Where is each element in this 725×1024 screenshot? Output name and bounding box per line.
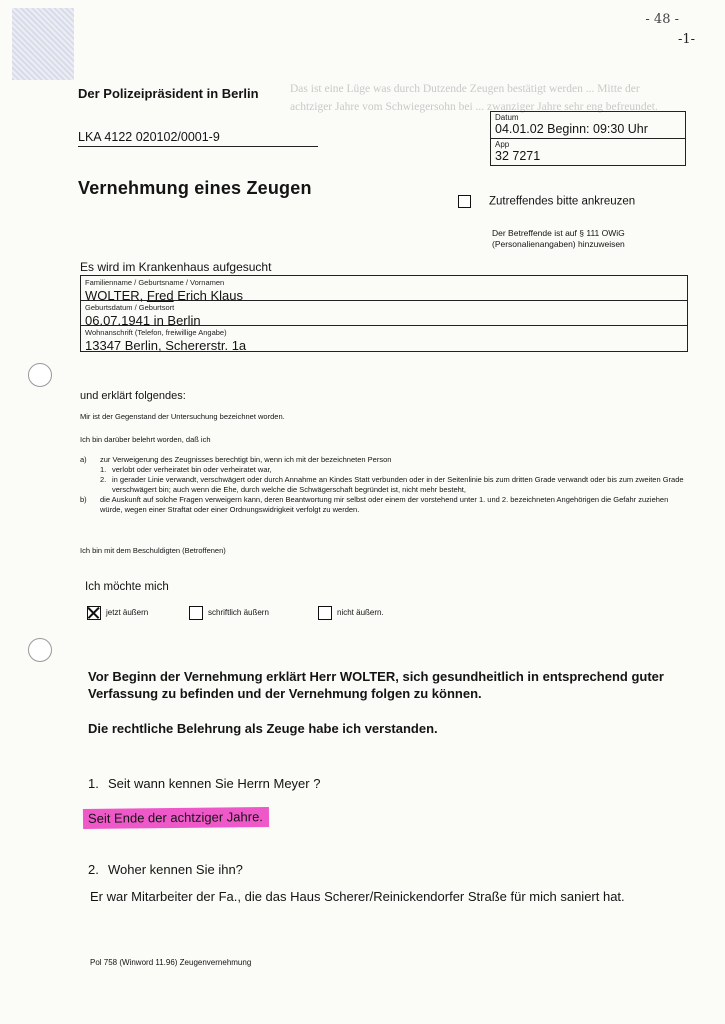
birth-row xyxy=(81,301,687,326)
punch-hole xyxy=(28,363,52,387)
address-row xyxy=(81,326,687,351)
hint-checkbox[interactable] xyxy=(458,195,471,208)
rights-clauses xyxy=(80,455,686,515)
address-value: 13347 Berlin, Schererstr. 1a xyxy=(85,338,247,353)
name-row xyxy=(81,276,687,301)
checkbox[interactable] xyxy=(189,606,203,620)
subject-statement: Mir ist der Gegenstand der Untersuchung bezeichnet worden. xyxy=(80,412,285,421)
owig-hint: Der Betreffende ist auf § 111 OWiG (Personalienangaben) hinzuweisen xyxy=(492,228,625,249)
birth-value: 06.07.1941 in Berlin xyxy=(85,313,201,328)
question-2 xyxy=(88,862,243,877)
date-box xyxy=(490,111,686,166)
checked-checkbox[interactable] xyxy=(87,606,101,620)
call-name: Fred xyxy=(146,288,174,303)
question-1 xyxy=(88,776,320,791)
page-title: Vernehmung eines Zeugen xyxy=(78,178,312,198)
clause-a xyxy=(80,455,686,465)
app-cell xyxy=(491,139,685,165)
tick-hint-text: Zutreffendes bitte ankreuzen xyxy=(489,195,636,208)
understood-statement: Die rechtliche Belehrung als Zeuge habe ich verstanden. xyxy=(88,721,438,736)
question-text: Seit wann kennen Sie Herrn Meyer ? xyxy=(108,776,321,791)
answer-1-highlighted: Seit Ende der achtziger Jahre. xyxy=(83,807,269,829)
clause-a2 xyxy=(80,475,686,495)
clause-marker: a) xyxy=(80,455,87,464)
birth-label: Geburtsdatum / Geburtsort xyxy=(85,303,175,312)
tick-hint xyxy=(458,195,635,208)
accused-relation: Ich bin mit dem Beschuldigten (Betroffenen) xyxy=(80,546,226,555)
address-label: Wohnanschrift (Telefon, freiwillige Angabe) xyxy=(85,328,227,337)
option-written[interactable] xyxy=(189,606,269,620)
date-value: 04.01.02 Beginn: 09:30 Uhr xyxy=(495,122,648,136)
page-number-handwritten: - 48 - xyxy=(645,12,679,27)
clause-b xyxy=(80,495,686,515)
option-label: schriftlich äußern xyxy=(208,608,269,618)
option-decline[interactable] xyxy=(318,606,384,620)
app-label: App xyxy=(495,140,510,149)
declaration-intro: und erklärt folgendes: xyxy=(80,390,186,402)
question-number: 1. xyxy=(88,776,99,791)
option-speak-now[interactable] xyxy=(87,606,148,620)
form-footer: Pol 758 (Winword 11.96) Zeugenvernehmung xyxy=(90,958,252,967)
clause-text: in gerader Linie verwandt, verschwägert oder durch Annahme an Kindes Statt verbunden oder in der Seitenlinie bis zum dritten Grade verwandt oder bis zum zweiten Grade verschwägert bin; auch wenn die Ehe, durch welche die Schwägerschaft begründet ist, nicht mehr besteht, xyxy=(112,475,684,494)
instructed-statement: Ich bin darüber belehrt worden, daß ich xyxy=(80,435,211,444)
clause-a1 xyxy=(80,465,686,475)
personal-data-table xyxy=(80,275,688,352)
checkbox[interactable] xyxy=(318,606,332,620)
scanner-corner-mark xyxy=(12,8,74,80)
statement-choice-label: Ich möchte mich xyxy=(85,581,169,593)
visit-note: Es wird im Krankenhaus aufgesucht xyxy=(80,260,272,274)
clause-text: zur Verweigerung des Zeugnisses berechtigt bin, wenn ich mit der bezeichneten Person xyxy=(100,455,392,464)
surname: WOLTER, xyxy=(85,288,147,303)
other-names: Erich Klaus xyxy=(173,288,243,303)
bleed-through-text: Das ist eine Lüge was durch Dutzende Zeugen bestätigt werden ... Mitte der achtziger Jahre vom Schwiegersohn bei ... zwanziger Jahre sehr eng befreundet. xyxy=(290,83,658,113)
question-number: 2. xyxy=(88,862,99,877)
clause-marker: b) xyxy=(80,495,87,504)
issuing-authority: Der Polizeipräsident in Berlin xyxy=(78,86,259,101)
page-number-sheet: -1- xyxy=(677,32,695,47)
health-statement: Vor Beginn der Vernehmung erklärt Herr WOLTER, sich gesundheitlich in entsprechend guter Verfassung zu befinden und der Vernehmung folgen zu können. xyxy=(88,669,664,701)
date-label: Datum xyxy=(495,113,519,122)
app-value: 32 7271 xyxy=(495,149,541,163)
clause-marker: 2. xyxy=(100,475,107,484)
file-number: LKA 4122 020102/0001-9 xyxy=(78,130,318,147)
answer-2: Er war Mitarbeiter der Fa., die das Haus Scherer/Reinickendorfer Straße für mich saniert hat. xyxy=(90,889,625,904)
date-cell xyxy=(491,112,685,139)
question-text: Woher kennen Sie ihn? xyxy=(108,862,243,877)
clause-text: verlobt oder verheiratet bin oder verheiratet war, xyxy=(112,465,272,474)
clause-marker: 1. xyxy=(100,465,107,474)
clause-text: die Auskunft auf solche Fragen verweigern kann, deren Beantwortung mir selbst oder einem der vorstehend unter 1. und 2. bezeichneten Angehörigen die Gefahr zuziehen würde, wegen einer Straftat oder einer Ordnungswidrigkeit verfolgt zu werden. xyxy=(100,495,669,514)
option-label: nicht äußern. xyxy=(337,608,384,618)
option-label: jetzt äußern xyxy=(106,608,149,618)
punch-hole xyxy=(28,638,52,662)
name-label: Familienname / Geburtsname / Vornamen xyxy=(85,278,225,287)
